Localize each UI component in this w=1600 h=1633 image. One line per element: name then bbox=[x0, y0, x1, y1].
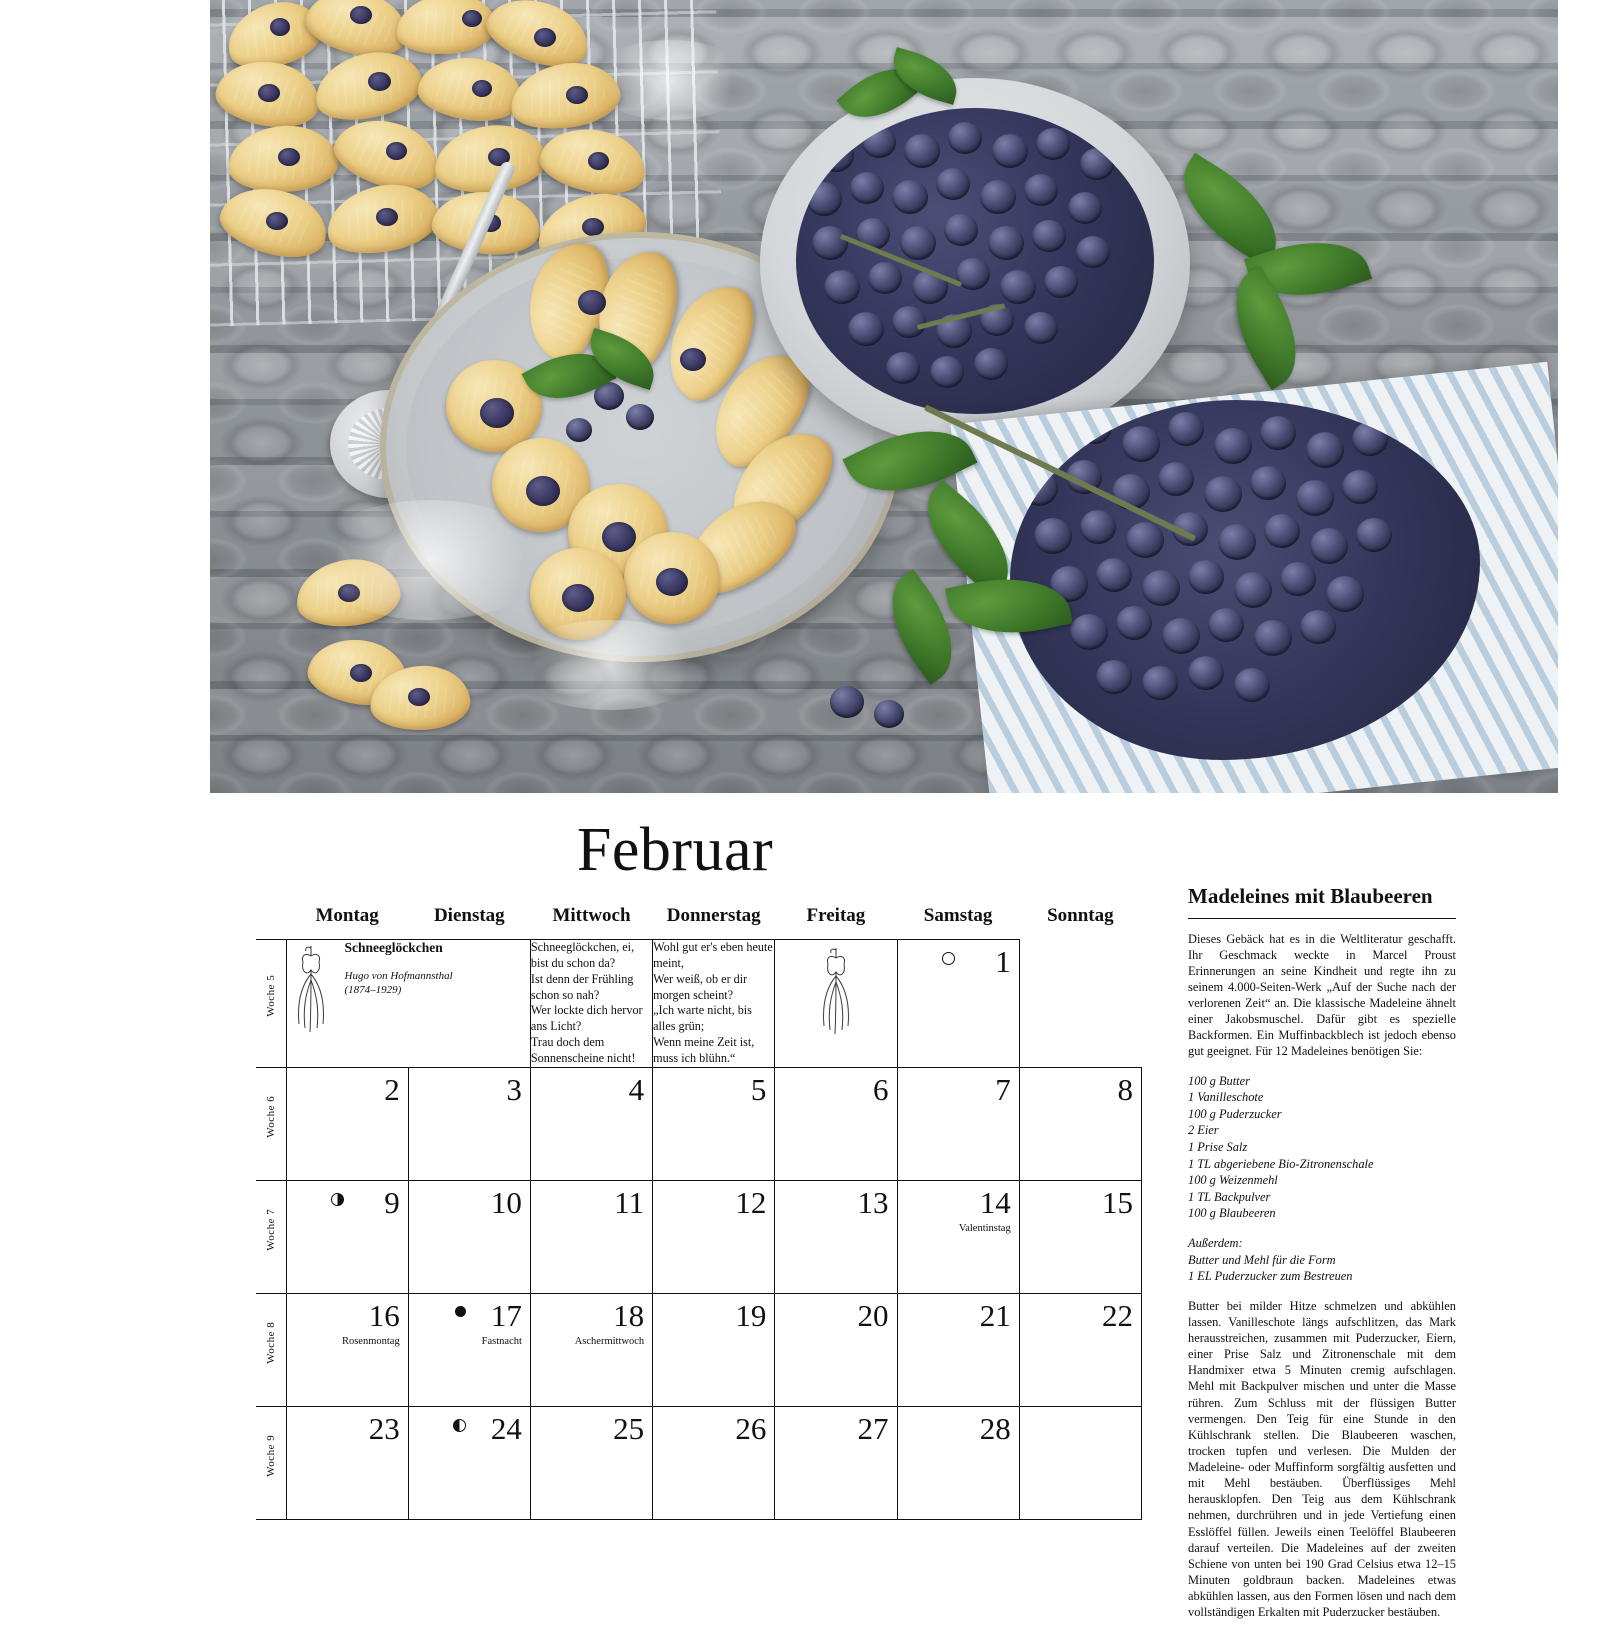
calendar-day-cell[interactable] bbox=[530, 1406, 652, 1519]
holiday-label: Valentinstag bbox=[958, 1222, 1011, 1234]
week-number-label: Woche 5 bbox=[264, 975, 277, 1018]
day-number: 16 bbox=[368, 1297, 400, 1333]
poem-line: Trau doch dem Sonnenscheine nicht! bbox=[530, 1035, 636, 1066]
day-number: 22 bbox=[1102, 1297, 1133, 1333]
day-number: 10 bbox=[490, 1184, 522, 1220]
blueberry-in-madeleine bbox=[656, 568, 688, 596]
calendar-section bbox=[210, 793, 1558, 1620]
blueberry-in-madeleine bbox=[386, 142, 407, 160]
blueberry bbox=[830, 686, 864, 718]
blueberry bbox=[1204, 476, 1242, 512]
poem-cell-stanza2 bbox=[653, 940, 775, 1068]
blueberry bbox=[626, 404, 654, 430]
blueberries-in-bowl bbox=[796, 108, 1154, 414]
poem-line: Wer lockte dich hervor ans Licht? bbox=[530, 1003, 643, 1034]
calendar-day-cell[interactable] bbox=[1019, 1067, 1141, 1180]
blueberry bbox=[818, 138, 854, 172]
blueberry bbox=[850, 172, 884, 204]
blueberry bbox=[904, 134, 940, 168]
holiday-label: Aschermittwoch bbox=[574, 1335, 645, 1347]
blueberry bbox=[992, 134, 1028, 168]
blueberry bbox=[1080, 510, 1116, 544]
blueberry-in-madeleine bbox=[408, 688, 430, 706]
weekday-monday: Montag bbox=[315, 905, 379, 926]
blueberry bbox=[1310, 528, 1348, 564]
blueberry bbox=[886, 352, 920, 384]
day-number: 19 bbox=[735, 1297, 767, 1333]
blueberry-in-madeleine bbox=[278, 148, 300, 166]
day-number: 17 bbox=[490, 1297, 522, 1333]
blueberry bbox=[944, 214, 978, 246]
day-number: 13 bbox=[857, 1184, 889, 1220]
blueberry bbox=[1068, 192, 1102, 224]
calendar-day-cell[interactable] bbox=[653, 1406, 775, 1519]
blueberry bbox=[1096, 660, 1132, 694]
calendar-day-cell[interactable] bbox=[775, 1067, 897, 1180]
calendar-day-cell[interactable] bbox=[1019, 1293, 1141, 1406]
blueberry bbox=[1260, 416, 1296, 450]
snowdrop-icon bbox=[812, 942, 860, 1043]
ingredient-item: 100 g Puderzucker bbox=[1188, 1106, 1282, 1121]
day-number: 23 bbox=[368, 1410, 400, 1446]
blueberry bbox=[824, 270, 860, 304]
poem-cell-left bbox=[286, 940, 530, 1068]
moon-phase-last-quarter-icon bbox=[331, 1193, 344, 1206]
blueberry bbox=[1214, 428, 1252, 464]
blueberry-in-madeleine bbox=[350, 664, 372, 682]
blueberry-in-madeleine bbox=[266, 212, 288, 230]
poem-author-years: (1874–1929) bbox=[344, 983, 402, 996]
month-title: Februar bbox=[576, 816, 774, 884]
blueberry bbox=[936, 168, 970, 200]
month-photo bbox=[210, 0, 1558, 793]
day-number: 15 bbox=[1102, 1184, 1133, 1220]
blueberry-in-madeleine bbox=[588, 152, 609, 170]
blueberry-in-madeleine bbox=[680, 348, 706, 371]
ingredient-item: 1 TL abgeriebene Bio-Zitronenschale bbox=[1188, 1156, 1374, 1171]
calendar-day-cell[interactable] bbox=[530, 1180, 652, 1293]
blueberry-in-madeleine bbox=[270, 18, 290, 36]
blueberry bbox=[930, 356, 964, 388]
ingredient-item: 1 Vanilleschote bbox=[1188, 1090, 1264, 1105]
blueberry bbox=[1254, 620, 1292, 656]
blueberry bbox=[1250, 466, 1286, 500]
week-number-cell bbox=[256, 940, 286, 1068]
blueberry bbox=[1024, 174, 1058, 206]
blueberry-in-madeleine bbox=[534, 28, 556, 47]
blueberry bbox=[848, 312, 884, 346]
blueberry bbox=[1356, 518, 1392, 552]
blueberry bbox=[974, 348, 1008, 380]
day-number: 1 bbox=[995, 944, 1011, 979]
weekday-tuesday: Dienstag bbox=[433, 905, 505, 926]
blueberry-in-madeleine bbox=[462, 10, 482, 27]
blueberry bbox=[812, 226, 848, 260]
calendar-day-cell-empty bbox=[1019, 1406, 1141, 1519]
poem-cell-illustration bbox=[775, 940, 897, 1068]
week-number-cell bbox=[256, 1180, 286, 1293]
day-number: 3 bbox=[506, 1071, 522, 1107]
blueberry bbox=[1032, 220, 1066, 252]
blueberry bbox=[1218, 524, 1256, 560]
day-number: 5 bbox=[750, 1071, 767, 1107]
blueberry-in-madeleine bbox=[368, 72, 391, 91]
week-number-label: Woche 7 bbox=[264, 1208, 277, 1251]
poem-line: Wohl gut er's eben heute meint, bbox=[653, 940, 773, 970]
blueberry-in-madeleine bbox=[480, 398, 514, 428]
recipe-ingredient-list bbox=[1188, 1073, 1456, 1222]
blueberry bbox=[900, 226, 936, 260]
calendar-day-cell[interactable] bbox=[653, 1180, 775, 1293]
recipe-extra-label: Außerdem: bbox=[1188, 1236, 1243, 1250]
week-number-cell bbox=[256, 1067, 286, 1180]
calendar-day-cell[interactable] bbox=[408, 1406, 530, 1519]
blueberry bbox=[874, 700, 904, 728]
calendar-day-cell[interactable] bbox=[530, 1293, 652, 1406]
calendar-day-cell[interactable] bbox=[530, 1067, 652, 1180]
poem-line: „Ich warte nicht, bis alles grün; bbox=[653, 1003, 752, 1034]
blueberry bbox=[868, 262, 902, 294]
week-number-label: Woche 6 bbox=[264, 1095, 277, 1138]
blueberry-in-madeleine bbox=[376, 208, 398, 226]
ingredient-item: 1 TL Backpulver bbox=[1188, 1189, 1271, 1204]
blueberry-in-madeleine bbox=[258, 84, 280, 102]
recipe-extra-list bbox=[1188, 1235, 1456, 1285]
day-number: 2 bbox=[384, 1071, 400, 1107]
blueberry-in-madeleine bbox=[602, 522, 636, 552]
blueberry bbox=[988, 226, 1024, 260]
blueberry bbox=[980, 180, 1016, 214]
powdered-sugar bbox=[310, 500, 550, 620]
day-number: 28 bbox=[979, 1410, 1011, 1446]
day-number: 26 bbox=[735, 1410, 767, 1446]
blueberry bbox=[1030, 420, 1068, 456]
blueberry bbox=[1300, 610, 1336, 644]
day-number: 25 bbox=[613, 1410, 645, 1446]
calendar-day-cell[interactable] bbox=[897, 940, 1019, 1068]
weekday-header-row bbox=[256, 905, 1142, 940]
powdered-sugar bbox=[510, 620, 710, 710]
poem-line: Ist denn der Frühling schon so nah? bbox=[530, 971, 634, 1002]
poem-line: Wenn meine Zeit ist, muss ich blühn.“ bbox=[653, 1035, 755, 1066]
poem-author: Hugo von Hofmannsthal bbox=[344, 970, 453, 982]
moon-phase-full-icon bbox=[942, 952, 955, 965]
calendar-day-cell[interactable] bbox=[775, 1406, 897, 1519]
blueberry bbox=[1116, 606, 1152, 640]
blueberry-in-madeleine bbox=[350, 6, 372, 24]
calendar-day-cell[interactable] bbox=[897, 1067, 1019, 1180]
recipe-method: Butter bei milder Hitze schmelzen und abkühlen lassen. Vanilleschote längs aufschlitzen, das Mark herausstreichen, zusammen mit Puderzucker, Eiern, einer Prise Salz und Zitronenschale mit dem Handmixer etwa 5 Minuten cremig aufschlagen. Mehl mit Backpulver mischen und unter die Masse rühren. Zum Schluss mit der flüssigen Butter vermengen. Den Teig für eine Stunde in den Kühlschrank stellen. Die Blaubeeren waschen, trocken tupfen und verlesen. Die Mulden der Madeleine- oder Muffinform sorgfältig ausfetten und mit Mehl bestäuben. Überflüssiges Mehl herausklopfen. Den Teig aus dem Kühlschrank nehmen, durchrühren und in jede Vertiefung einen Esslöffel füllen. Jeweils einen Teelöffel Blaubeeren darauf verteilen. Die Madeleines auf der zweiten Schiene von unten bei 190 Grad Celsius etwa 12–15 Minuten goldbraun backen. Madeleines etwas abkühlen lassen, aus den Formen lösen und nach dem vollständigen Erkalten mit Puderzucker bestäuben. bbox=[1188, 1298, 1456, 1620]
blueberry bbox=[1234, 572, 1272, 608]
blueberry bbox=[948, 122, 982, 154]
blueberry bbox=[862, 126, 896, 158]
blueberry bbox=[892, 180, 928, 214]
moon-phase-new-icon bbox=[455, 1306, 466, 1317]
calendar-week-row bbox=[256, 1067, 1142, 1180]
day-number: 4 bbox=[628, 1071, 645, 1107]
blueberry bbox=[1264, 514, 1300, 548]
blueberry-in-madeleine bbox=[562, 584, 594, 612]
blueberry bbox=[1034, 518, 1072, 554]
calendar-grid bbox=[256, 905, 1142, 1520]
blueberry-in-madeleine bbox=[472, 80, 492, 97]
poem-line: Wer weiß, ob er dir morgen scheint? bbox=[653, 971, 748, 1002]
holiday-label: Rosenmontag bbox=[341, 1335, 400, 1347]
calendar-day-cell[interactable] bbox=[286, 1293, 408, 1406]
calendar-day-cell[interactable] bbox=[286, 1180, 408, 1293]
day-number: 8 bbox=[1117, 1071, 1133, 1107]
calendar-day-cell[interactable] bbox=[653, 1067, 775, 1180]
calendar-week-row bbox=[256, 1406, 1142, 1519]
blueberry bbox=[1126, 522, 1164, 558]
week-number-label: Woche 8 bbox=[264, 1321, 277, 1364]
calendar-day-cell[interactable] bbox=[408, 1180, 530, 1293]
holiday-label: Fastnacht bbox=[481, 1335, 522, 1347]
blueberry-in-madeleine bbox=[582, 218, 604, 236]
ingredient-item: 2 Eier bbox=[1188, 1123, 1219, 1138]
calendar-day-cell[interactable] bbox=[286, 1406, 408, 1519]
blueberry bbox=[1208, 608, 1244, 642]
calendar-day-cell[interactable] bbox=[1019, 1180, 1141, 1293]
extra-item: Butter und Mehl für die Form bbox=[1188, 1252, 1336, 1267]
day-number: 20 bbox=[857, 1297, 889, 1333]
blueberry bbox=[1142, 570, 1180, 606]
blueberry bbox=[1296, 480, 1334, 516]
blueberry bbox=[1020, 470, 1058, 506]
blueberry-in-madeleine bbox=[566, 86, 588, 104]
calendar-week-row bbox=[256, 1180, 1142, 1293]
blueberry bbox=[1158, 462, 1194, 496]
blueberry-in-madeleine bbox=[526, 476, 560, 506]
blueberry bbox=[1076, 236, 1110, 268]
day-number: 6 bbox=[873, 1071, 889, 1107]
ingredient-item: 1 Prise Salz bbox=[1188, 1139, 1248, 1154]
calendar-day-cell[interactable] bbox=[408, 1067, 530, 1180]
calendar-day-cell[interactable] bbox=[653, 1293, 775, 1406]
calendar-day-cell[interactable] bbox=[897, 1293, 1019, 1406]
weekday-sunday: Sonntag bbox=[1047, 905, 1114, 927]
day-number: 7 bbox=[995, 1071, 1011, 1107]
recipe-title: Madeleines mit Blaubeeren bbox=[1188, 884, 1433, 908]
poem-cell-stanza1 bbox=[530, 940, 652, 1068]
day-number: 21 bbox=[979, 1297, 1011, 1333]
blueberry bbox=[1044, 266, 1078, 298]
day-number: 12 bbox=[735, 1184, 767, 1220]
blueberry bbox=[1188, 560, 1224, 594]
blueberry bbox=[1122, 426, 1160, 462]
day-number: 14 bbox=[979, 1184, 1011, 1220]
day-number: 27 bbox=[857, 1410, 889, 1446]
blueberry bbox=[1000, 270, 1036, 304]
ingredient-item: 100 g Butter bbox=[1188, 1073, 1250, 1088]
blueberry bbox=[1342, 470, 1378, 504]
blueberry bbox=[1070, 614, 1108, 650]
week-number-cell bbox=[256, 1406, 286, 1519]
snowdrop-icon bbox=[287, 940, 335, 1067]
calendar-week-row bbox=[256, 940, 1142, 1068]
weekday-friday: Freitag bbox=[806, 905, 866, 926]
poem-line: Schneeglöckchen, ei, bist du schon da? bbox=[530, 940, 635, 970]
calendar-day-cell[interactable] bbox=[775, 1293, 897, 1406]
blueberry bbox=[1142, 666, 1178, 700]
day-number: 9 bbox=[384, 1184, 400, 1220]
recipe-column bbox=[1188, 885, 1456, 1633]
blueberry bbox=[1036, 128, 1070, 160]
blueberry bbox=[1096, 558, 1132, 592]
week-number-cell bbox=[256, 1293, 286, 1406]
week-column-header bbox=[256, 905, 286, 940]
day-number: 24 bbox=[490, 1410, 522, 1446]
calendar-day-cell[interactable] bbox=[286, 1067, 408, 1180]
ingredient-item: 100 g Weizenmehl bbox=[1188, 1173, 1278, 1188]
blueberry bbox=[1234, 668, 1270, 702]
blueberry bbox=[1352, 422, 1388, 456]
calendar-day-cell[interactable] bbox=[408, 1293, 530, 1406]
calendar-week-row bbox=[256, 1293, 1142, 1406]
ingredient-item: 100 g Blaubeeren bbox=[1188, 1206, 1276, 1221]
blueberry bbox=[1076, 410, 1112, 444]
day-number: 18 bbox=[613, 1297, 645, 1333]
weekday-saturday: Samstag bbox=[923, 905, 993, 926]
blueberry bbox=[1168, 412, 1204, 446]
calendar-day-cell[interactable] bbox=[897, 1180, 1019, 1293]
day-number: 11 bbox=[614, 1184, 645, 1220]
blueberry bbox=[892, 306, 926, 338]
blueberry bbox=[806, 182, 842, 216]
blueberry-in-madeleine bbox=[578, 290, 606, 315]
calendar-table bbox=[256, 905, 1142, 1520]
weekday-wednesday: Mittwoch bbox=[552, 905, 631, 926]
blueberry bbox=[1188, 656, 1224, 690]
blueberry bbox=[1306, 432, 1344, 468]
blueberry bbox=[1024, 312, 1058, 344]
calendar-day-cell[interactable] bbox=[775, 1180, 897, 1293]
weekday-thursday: Donnerstag bbox=[666, 905, 761, 926]
extra-item: 1 EL Puderzucker zum Bestreuen bbox=[1188, 1269, 1353, 1284]
blueberry bbox=[1326, 576, 1364, 612]
blueberry bbox=[1162, 618, 1200, 654]
blueberry bbox=[1080, 148, 1114, 180]
calendar-day-cell[interactable] bbox=[897, 1406, 1019, 1519]
recipe-divider bbox=[1188, 918, 1456, 919]
poem-title: Schneeglöckchen bbox=[344, 940, 443, 955]
blueberry bbox=[1280, 562, 1316, 596]
week-number-label: Woche 9 bbox=[264, 1434, 277, 1477]
moon-phase-first-quarter-icon bbox=[453, 1419, 466, 1432]
bowl-of-blueberries bbox=[760, 78, 1190, 448]
recipe-intro: Dieses Gebäck hat es in die Weltliteratur geschafft. Ihr Geschmack weckte in Marcel Proust Erinnerungen an seine Kindheit und regte ihn zu seinem 4.000-Seiten-Werk „Auf der Suche nach der verlorenen Zeit“ an. Die klassische Madeleine ähnelt einer Jakobsmuschel. Dafür gibt es spezielle Backformen. Ein Muffinbackblech ist jedoch ebenso gut geeignet. Für 12 Madeleines benötigen Sie: bbox=[1188, 931, 1456, 1059]
powdered-sugar bbox=[590, 40, 750, 120]
blueberry bbox=[566, 418, 592, 442]
